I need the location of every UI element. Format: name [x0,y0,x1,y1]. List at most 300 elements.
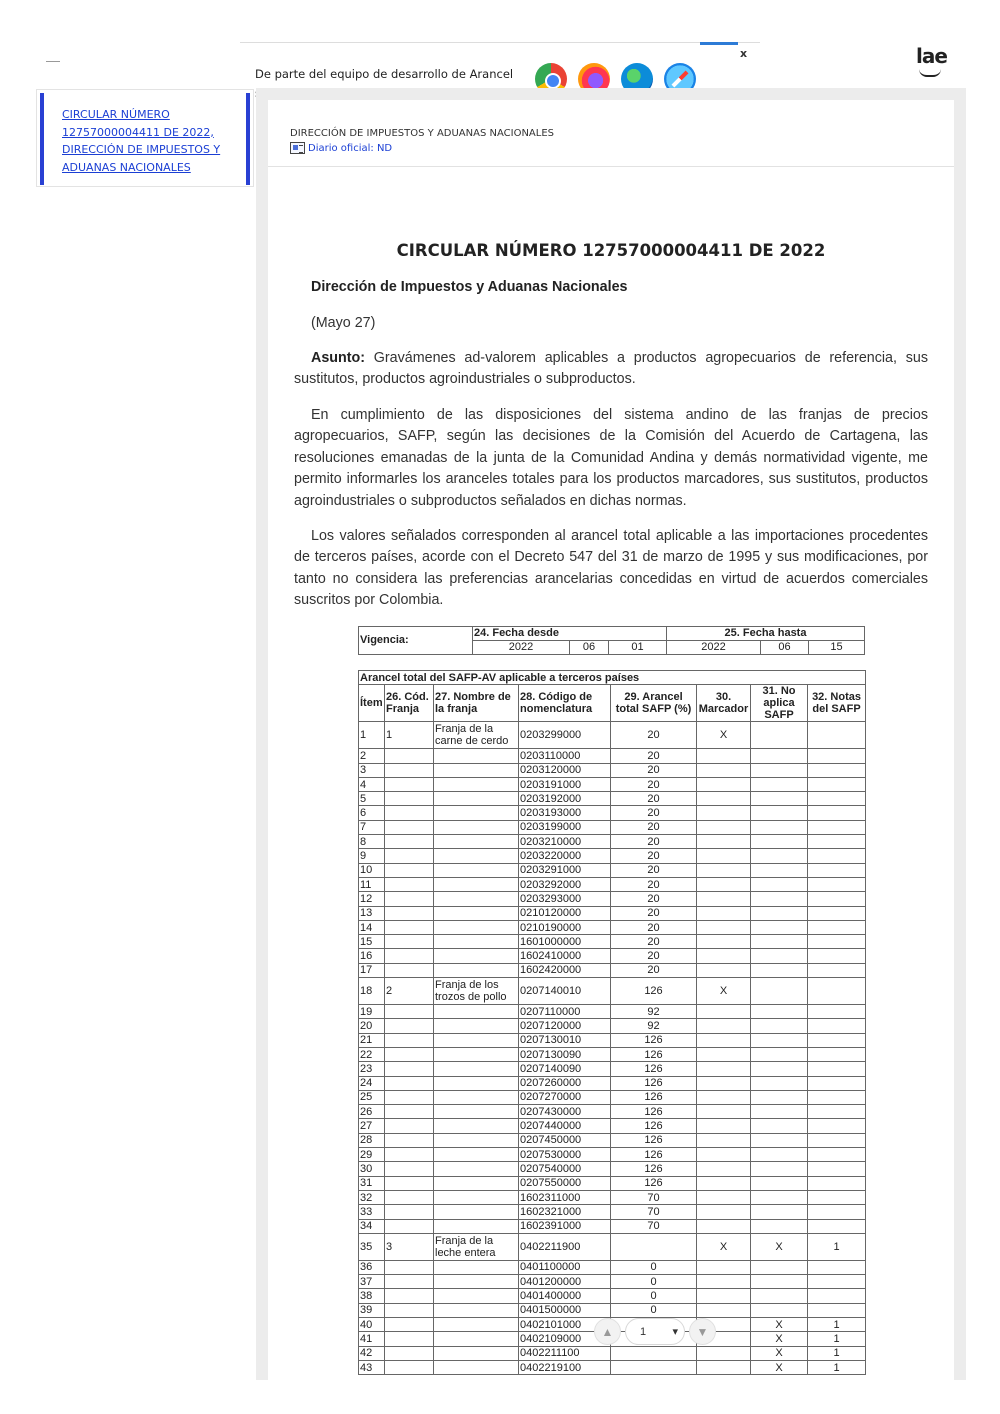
cell-cod-franja [385,892,434,906]
cell-marcador [697,820,751,834]
table-row [359,722,866,749]
cell-cod-franja [385,1303,434,1317]
cell-codigo-nomenclatura: 0401100000 [519,1260,611,1274]
cell-cod-franja [385,1033,434,1047]
cell-codigo-nomenclatura: 0402109000 [519,1332,611,1346]
cell-item: 7 [359,820,385,834]
cell-marcador: X [697,1233,751,1260]
cell-notas [808,1047,866,1061]
cell-nombre-franja [434,1133,519,1147]
cell-codigo-nomenclatura: 0207140010 [519,978,611,1005]
sidebar-toc [36,89,254,187]
table-row [359,820,866,834]
cell-arancel: 126 [611,1148,697,1162]
cell-codigo-nomenclatura: 0402211900 [519,1233,611,1260]
cell-marcador [697,892,751,906]
cell-codigo-nomenclatura: 1602391000 [519,1219,611,1233]
cell-arancel: 126 [611,978,697,1005]
cell-notas: 1 [808,1360,866,1374]
table-row [359,1176,866,1190]
cell-nombre-franja [434,777,519,791]
cell-codigo-nomenclatura: 0402101000 [519,1317,611,1331]
cell-notas [808,863,866,877]
cell-no-aplica [751,949,808,963]
cell-no-aplica [751,1090,808,1104]
cell-arancel: 126 [611,1090,697,1104]
cell-codigo-nomenclatura: 1602311000 [519,1190,611,1204]
table-row [359,1219,866,1233]
cell-item: 43 [359,1360,385,1374]
cell-cod-franja [385,749,434,763]
newspaper-icon [290,142,305,154]
table-row [359,1205,866,1219]
document-page [268,100,954,1380]
cell-nombre-franja [434,1317,519,1331]
cell-notas [808,935,866,949]
cell-marcador [697,877,751,891]
cell-notas [808,892,866,906]
cell-nombre-franja [434,877,519,891]
page-select[interactable] [625,1318,685,1345]
cell-cod-franja: 1 [385,722,434,749]
cell-no-aplica: X [751,1332,808,1346]
cell-item: 41 [359,1332,385,1346]
cell-nombre-franja [434,1260,519,1274]
cell-cod-franja [385,935,434,949]
cell-no-aplica [751,1105,808,1119]
col-header-no-aplica: 31. No aplica SAFP [751,685,808,722]
table-row [359,749,866,763]
table-row [359,1275,866,1289]
cell-marcador [697,1133,751,1147]
cell-codigo-nomenclatura: 0203110000 [519,749,611,763]
cell-notas [808,1005,866,1019]
cell-no-aplica [751,763,808,777]
cell-no-aplica [751,1190,808,1204]
cell-item: 39 [359,1303,385,1317]
cell-nombre-franja [434,820,519,834]
diario-oficial-link[interactable] [290,142,392,154]
pagination [594,1318,716,1345]
cell-marcador [697,749,751,763]
cell-codigo-nomenclatura: 0207540000 [519,1162,611,1176]
cell-notas [808,906,866,920]
cell-notas [808,849,866,863]
cell-arancel [611,1233,697,1260]
page-title: CIRCULAR NÚMERO 12757000004411 DE 2022 [396,241,826,260]
cell-item: 15 [359,935,385,949]
table-row [359,949,866,963]
cell-nombre-franja [434,1346,519,1360]
table-row [359,1346,866,1360]
vigencia-table [358,626,865,655]
paragraph-1: En cumplimiento de las disposiciones del sistema andino de las franjas de precios agropecuarios, SAFP, según las decisiones de la Comisión del Acuerdo de Cartagena, las resoluciones emanadas de la junta de la Comunidad Andina y demás normatividad vigente, me permito informarles los aranceles totales para los productos marcadores, sus sustitutos, productos agroindustriales o subproductos señalados en dichas normas. [294,407,928,509]
cell-notas: 1 [808,1317,866,1331]
cell-cod-franja [385,1289,434,1303]
fecha-hasta-header: 25. Fecha hasta [667,627,865,641]
cell-item: 3 [359,763,385,777]
cell-arancel: 20 [611,806,697,820]
cell-codigo-nomenclatura: 0207130090 [519,1047,611,1061]
table-row [359,1148,866,1162]
cell-arancel: 20 [611,722,697,749]
cell-cod-franja [385,1005,434,1019]
cell-arancel: 20 [611,963,697,977]
cell-marcador [697,1005,751,1019]
cell-notas [808,1019,866,1033]
cell-nombre-franja [434,935,519,949]
cell-item: 37 [359,1275,385,1289]
cell-nombre-franja [434,1275,519,1289]
cell-no-aplica [751,1148,808,1162]
table-row [359,1033,866,1047]
cell-item: 11 [359,877,385,891]
cell-codigo-nomenclatura: 0207120000 [519,1019,611,1033]
cell-marcador [697,1289,751,1303]
cell-arancel: 20 [611,792,697,806]
cell-marcador: X [697,722,751,749]
cell-nombre-franja [434,1332,519,1346]
cell-no-aplica [751,792,808,806]
cell-arancel: 20 [611,849,697,863]
table-row [359,877,866,891]
cell-no-aplica [751,1133,808,1147]
cell-marcador [697,777,751,791]
cell-item: 16 [359,949,385,963]
cell-codigo-nomenclatura: 0207530000 [519,1148,611,1162]
cell-notas: 1 [808,1332,866,1346]
cell-no-aplica [751,1275,808,1289]
cell-notas [808,1176,866,1190]
cell-arancel: 0 [611,1260,697,1274]
cell-cod-franja [385,963,434,977]
table-row [359,1289,866,1303]
arancel-table [358,670,866,1375]
cell-item: 36 [359,1260,385,1274]
cell-codigo-nomenclatura: 0207140090 [519,1062,611,1076]
cell-arancel: 20 [611,749,697,763]
cell-item: 1 [359,722,385,749]
cell-no-aplica [751,1162,808,1176]
cell-arancel: 126 [611,1076,697,1090]
chevron-down-small-icon: ▾ [672,1326,678,1338]
cell-notas [808,1289,866,1303]
col-header-item: Ítem [359,685,385,722]
table-row [359,1019,866,1033]
cell-nombre-franja [434,1162,519,1176]
cell-arancel: 126 [611,1033,697,1047]
asunto-label: Asunto: [311,350,365,366]
cell-item: 4 [359,777,385,791]
top-divider [46,61,60,62]
cell-item: 22 [359,1047,385,1061]
cell-notas [808,1133,866,1147]
cell-no-aplica [751,1005,808,1019]
cell-marcador [697,1176,751,1190]
cell-notas [808,1260,866,1274]
cell-arancel: 0 [611,1303,697,1317]
cell-item: 40 [359,1317,385,1331]
cell-arancel: 20 [611,935,697,949]
cell-codigo-nomenclatura: 0210120000 [519,906,611,920]
table-row [359,1105,866,1119]
cell-notas [808,963,866,977]
cell-marcador [697,1275,751,1289]
cell-nombre-franja [434,792,519,806]
cell-cod-franja [385,1346,434,1360]
cell-marcador [697,1148,751,1162]
banner-close-button[interactable]: x [740,47,748,60]
chevron-up-icon[interactable]: ▲ [594,1318,621,1345]
cell-no-aplica [751,1176,808,1190]
cell-codigo-nomenclatura: 0207430000 [519,1105,611,1119]
cell-codigo-nomenclatura: 0207260000 [519,1076,611,1090]
lae-logo[interactable]: lae [916,44,947,68]
cell-no-aplica [751,935,808,949]
cell-nombre-franja [434,963,519,977]
cell-codigo-nomenclatura: 0203291000 [519,863,611,877]
chevron-down-icon[interactable]: ▼ [689,1318,716,1345]
cell-no-aplica [751,1289,808,1303]
desde-month: 06 [570,641,609,655]
cell-notas: 1 [808,1346,866,1360]
cell-notas [808,763,866,777]
cell-arancel: 126 [611,1162,697,1176]
cell-cod-franja [385,1105,434,1119]
cell-marcador [697,963,751,977]
cell-notas [808,777,866,791]
cell-item: 20 [359,1019,385,1033]
sidebar-item-circular[interactable]: CIRCULAR NÚMERO 12757000004411 DE 2022, DIRECCIÓN DE IMPUESTOS Y ADUANAS NACIONALES [62,108,221,174]
cell-no-aplica [751,1119,808,1133]
cell-cod-franja [385,877,434,891]
cell-arancel: 92 [611,1019,697,1033]
cell-arancel: 20 [611,949,697,963]
cell-arancel: 0 [611,1275,697,1289]
cell-codigo-nomenclatura: 1602321000 [519,1205,611,1219]
cell-arancel: 126 [611,1047,697,1061]
cell-item: 26 [359,1105,385,1119]
cell-cod-franja [385,1119,434,1133]
cell-marcador [697,1219,751,1233]
date-line: (Mayo 27) [311,315,376,331]
cell-item: 27 [359,1119,385,1133]
cell-notas [808,877,866,891]
cell-cod-franja: 3 [385,1233,434,1260]
cell-item: 14 [359,920,385,934]
cell-marcador [697,1190,751,1204]
cell-item: 31 [359,1176,385,1190]
cell-cod-franja [385,835,434,849]
cell-codigo-nomenclatura: 1602420000 [519,963,611,977]
cell-notas [808,1105,866,1119]
cell-nombre-franja [434,849,519,863]
cell-codigo-nomenclatura: 1601000000 [519,935,611,949]
cell-nombre-franja [434,1005,519,1019]
desde-year: 2022 [473,641,570,655]
cell-notas [808,1090,866,1104]
cell-arancel: 20 [611,835,697,849]
cell-item: 38 [359,1289,385,1303]
cell-cod-franja [385,1260,434,1274]
cell-item: 28 [359,1133,385,1147]
cell-nombre-franja [434,1090,519,1104]
cell-no-aplica [751,877,808,891]
cell-cod-franja [385,1076,434,1090]
table-row [359,1047,866,1061]
cell-marcador [697,949,751,963]
cell-arancel: 126 [611,1133,697,1147]
cell-nombre-franja [434,1205,519,1219]
cell-item: 8 [359,835,385,849]
cell-no-aplica [751,1047,808,1061]
cell-nombre-franja: Franja de los trozos de pollo [434,978,519,1005]
cell-nombre-franja [434,749,519,763]
table-row [359,892,866,906]
cell-arancel [611,1346,697,1360]
cell-codigo-nomenclatura: 0203210000 [519,835,611,849]
cell-codigo-nomenclatura: 0207440000 [519,1119,611,1133]
cell-item: 6 [359,806,385,820]
cell-arancel [611,1360,697,1374]
cell-cod-franja [385,1062,434,1076]
cell-codigo-nomenclatura: 0207130010 [519,1033,611,1047]
cell-arancel: 126 [611,1119,697,1133]
cell-marcador [697,849,751,863]
col-header-notas: 32. Notas del SAFP [808,685,866,722]
col-header-nombre-franja: 27. Nombre de la franja [434,685,519,722]
cell-cod-franja [385,1019,434,1033]
cell-codigo-nomenclatura: 0207110000 [519,1005,611,1019]
cell-codigo-nomenclatura: 0203192000 [519,792,611,806]
table-row [359,849,866,863]
table-row [359,1360,866,1374]
cell-codigo-nomenclatura: 0203293000 [519,892,611,906]
cell-cod-franja [385,763,434,777]
cell-no-aplica [751,963,808,977]
cell-marcador [697,1076,751,1090]
cell-nombre-franja [434,1176,519,1190]
cell-arancel: 70 [611,1190,697,1204]
cell-notas [808,1076,866,1090]
cell-item: 10 [359,863,385,877]
cell-item: 29 [359,1148,385,1162]
cell-no-aplica [751,806,808,820]
cell-codigo-nomenclatura: 0402219100 [519,1360,611,1374]
cell-no-aplica [751,863,808,877]
table-row [359,792,866,806]
cell-item: 18 [359,978,385,1005]
cell-marcador [697,863,751,877]
cell-nombre-franja [434,1148,519,1162]
cell-arancel: 20 [611,863,697,877]
cell-arancel: 70 [611,1219,697,1233]
cell-nombre-franja: Franja de la carne de cerdo [434,722,519,749]
cell-nombre-franja [434,763,519,777]
cell-no-aplica [751,1033,808,1047]
cell-cod-franja [385,1133,434,1147]
cell-nombre-franja [434,920,519,934]
cell-cod-franja: 2 [385,978,434,1005]
cell-codigo-nomenclatura: 0203199000 [519,820,611,834]
cell-marcador [697,1062,751,1076]
cell-no-aplica [751,892,808,906]
asunto-text: Gravámenes ad-valorem aplicables a productos agropecuarios de referencia, sus sustitutos, productos agroindustriales o subproductos. [294,350,928,388]
document-entity: DIRECCIÓN DE IMPUESTOS Y ADUANAS NACIONALES [290,128,554,139]
cell-cod-franja [385,906,434,920]
cell-cod-franja [385,1047,434,1061]
cell-notas: 1 [808,1233,866,1260]
cell-arancel: 20 [611,877,697,891]
cell-notas [808,792,866,806]
paragraph-2: Los valores señalados corresponden al arancel total aplicable a las importaciones procedentes de terceros países, acorde con el Decreto 547 del 31 de marzo de 1995 y sus modificaciones, por tanto no considera las preferencias arancelarias concedidas en virtud de acuerdos comerciales suscritos por Colombia. [294,528,928,609]
cell-nombre-franja [434,1219,519,1233]
cell-codigo-nomenclatura: 0401200000 [519,1275,611,1289]
cell-no-aplica [751,1076,808,1090]
cell-no-aplica: X [751,1360,808,1374]
cell-item: 30 [359,1162,385,1176]
cell-arancel: 126 [611,1062,697,1076]
cell-no-aplica [751,820,808,834]
cell-cod-franja [385,1190,434,1204]
cell-item: 32 [359,1190,385,1204]
table-row [359,777,866,791]
cell-nombre-franja [434,1105,519,1119]
cell-cod-franja [385,849,434,863]
cell-item: 12 [359,892,385,906]
cell-notas [808,722,866,749]
cell-marcador [697,763,751,777]
diario-label: Diario oficial: ND [308,142,393,154]
cell-arancel: 92 [611,1005,697,1019]
table-row [359,835,866,849]
cell-arancel: 20 [611,763,697,777]
cell-no-aplica [751,835,808,849]
cell-marcador [697,1047,751,1061]
cell-no-aplica [751,749,808,763]
cell-notas [808,978,866,1005]
cell-marcador [697,1260,751,1274]
table-row [359,920,866,934]
cell-no-aplica [751,920,808,934]
cell-codigo-nomenclatura: 1602410000 [519,949,611,963]
cell-marcador [697,935,751,949]
cell-item: 13 [359,906,385,920]
cell-marcador [697,1119,751,1133]
cell-notas [808,1219,866,1233]
asunto-paragraph [294,348,928,391]
cell-notas [808,1303,866,1317]
cell-arancel: 20 [611,892,697,906]
cell-no-aplica [751,777,808,791]
cell-codigo-nomenclatura: 0203292000 [519,877,611,891]
cell-no-aplica [751,1062,808,1076]
cell-arancel: 20 [611,906,697,920]
cell-cod-franja [385,1090,434,1104]
cell-notas [808,1162,866,1176]
cell-no-aplica: X [751,1346,808,1360]
cell-marcador [697,835,751,849]
cell-cod-franja [385,1162,434,1176]
cell-cod-franja [385,777,434,791]
cell-nombre-franja [434,1062,519,1076]
cell-marcador [697,1033,751,1047]
cell-nombre-franja [434,1119,519,1133]
col-header-codigo-nomenclatura: 28. Código de nomenclatura [519,685,611,722]
cell-no-aplica [751,978,808,1005]
cell-nombre-franja [434,1360,519,1374]
desde-day: 01 [609,641,667,655]
